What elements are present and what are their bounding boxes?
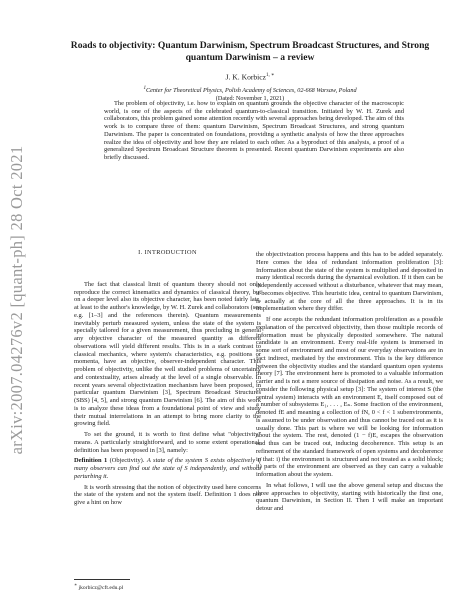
paragraph: It is worth stressing that the notion of objectivity used here concerns the state of the system and not the system itself. Definition 1 does not give a hint on how (74, 483, 261, 506)
paragraph: the objectivization process happens and this has to be added separately. Here comes the idea of redundant information proliferation [3]: Information about the state of the system is multiplied and deposited in many identical records during the dynamical evolution. If it then can be independently accessed without a disturbance, whatever that may mean, it becomes objective. This heuristic idea, central to quantum Darwinism, is actually at the core of all the three approaches. It is in its implementation where they differ. (256, 251, 443, 313)
affiliation-mark: 1 (143, 84, 147, 91)
footnote-rule (74, 579, 130, 580)
section-heading: I. INTRODUCTION (138, 249, 197, 256)
paragraph: In what follows, I will use the above general setup and discuss the three approaches to objectivity, starting with historically the first one, quantum Darwinism, in Section II. Then I will make an important detour and (256, 481, 443, 512)
paragraph: To set the ground, it is worth to first define what "objectivity" means. A particularly straightforward, and to some extent operational, definition has been proposed in [3], namely: (74, 431, 261, 454)
footnote (74, 583, 123, 591)
paper-header (70, 40, 430, 102)
affiliation-text: Center for Theoretical Physics, Polish Academy of Sciences, 02-668 Warsaw, Poland (146, 86, 357, 94)
abstract: The problem of objectivity, i.e. how to explain on quantum grounds the objective character of the macroscopic world, is one of the aspects of the celebrated quantum-to-classical transition. Initiated by W. H. Zurek and collaborators, this problem gained some attention recently with several approaches being developed. The aim of this work is to compare three of them: quantum Darwinism, Spectrum Broadcast Structures, and strong quantum Darwinism. The paper is concentrated on foundations, providing a synthetic analysis of how the three approaches realize the idea of objectivity and how they are related to each other. As a byproduct of this analysis, a proof of a generalized Spectrum Broadcast Structure theorem is presented. Recent quantum Darwinism experiments are also briefly discussed. (104, 100, 404, 161)
footnote-mark: ∗ (74, 583, 78, 588)
dated-line: (Dated: November 1, 2021) (215, 95, 285, 103)
affiliation (70, 85, 430, 95)
arxiv-identifier: arXiv:2007.04276v2 [quant-ph] 28 Oct 2021 (7, 145, 26, 455)
left-column (74, 249, 261, 510)
author-marks: 1, ∗ (266, 73, 275, 78)
author-name: J. K. Korbicz (225, 72, 267, 82)
paragraph: The fact that classical limit of quantum theory should not only reproduce the correct kinematics and dynamics of classical theory, but on a deeper level also its objective character, has been noted fairly late, at least to the author's knowledge, by W. H. Zurek and collaborators (see e.g. [1–3] and the references therein). Quantum measurements inevitably perturb measured system, unless the state of the system is specially tailored for a given measurement, thus precluding in general any objective character of the measured quantity as different observations will yield different results. This is in a stark contrast to classical mechanics, where system's characteristics, e.g. positions or momenta, have an objective, observer-independent character. This problem of objectivity, unlike the well studied problems of uncertainty and contextuality, arises already at the level of a single observable. In recent years several objectivization mechanism have been proposed, in particular quantum Darwinism [3], Spectrum Broadcast Structures (SBS) [4, 5], and strong quantum Darwinism [6]. The aim of this work is to analyze these ideas from a foundational point of view and study their mutual interrelations in an attempt to bring more clarity to the growing field. (74, 280, 261, 428)
arxiv-stamp (2, 140, 32, 460)
right-column (256, 251, 443, 516)
definition-name: (Objectivity). (109, 457, 145, 465)
footnote-email[interactable]: jkorbicz@cft.edu.pl (78, 584, 124, 591)
definition-text: A state of the system S exists objectively if many observers can find out the state of S independently, and without perturbing it. (74, 457, 262, 480)
paragraph: If one accepts the redundant information proliferation as a possible explanation of the perceived objectivity, then those multiple records of information must be physically deposited somewhere. The natural candidate is an environment. Every real-life system is immersed in some sort of environment and most of our everyday observations are in fact indirect, mediated by the environment. This is the key difference between the objectivity studies and the standard quantum open systems theory [7]. The environment here is promoted to a valuable information carrier and is not a mere source of dissipation and noise. As a result, we consider the following physical setup [3]: The system of interest S (the central system) interacts with an environment E, itself composed out of a number of subsystems E₁, . . . , Eₙ. Some fraction of the environment, denoted fE and meaning a collection of fN, 0 < f < 1 subenvironments, is assumed to be under observation and thus cannot be traced out as it is usually done. This part is where we will be looking for information about the system. The rest, denoted (1 − f)E, escapes the observation and thus can be traced out, inducing decoherence. This setup is an refinement of the standard framework of open systems and decoherence in that: i) the environment is structured and not treated as a solid block; ii) parts of the environment are observed as they can carry a valuable information about the system. (256, 316, 443, 478)
definition-label: Definition 1 (74, 457, 108, 465)
author-line (70, 72, 430, 82)
definition-block (74, 457, 261, 480)
paper-title: Roads to objectivity: Quantum Darwinism, Spectrum Broadcast Structures, and Strong quantum Darwinism – a review (70, 40, 430, 63)
